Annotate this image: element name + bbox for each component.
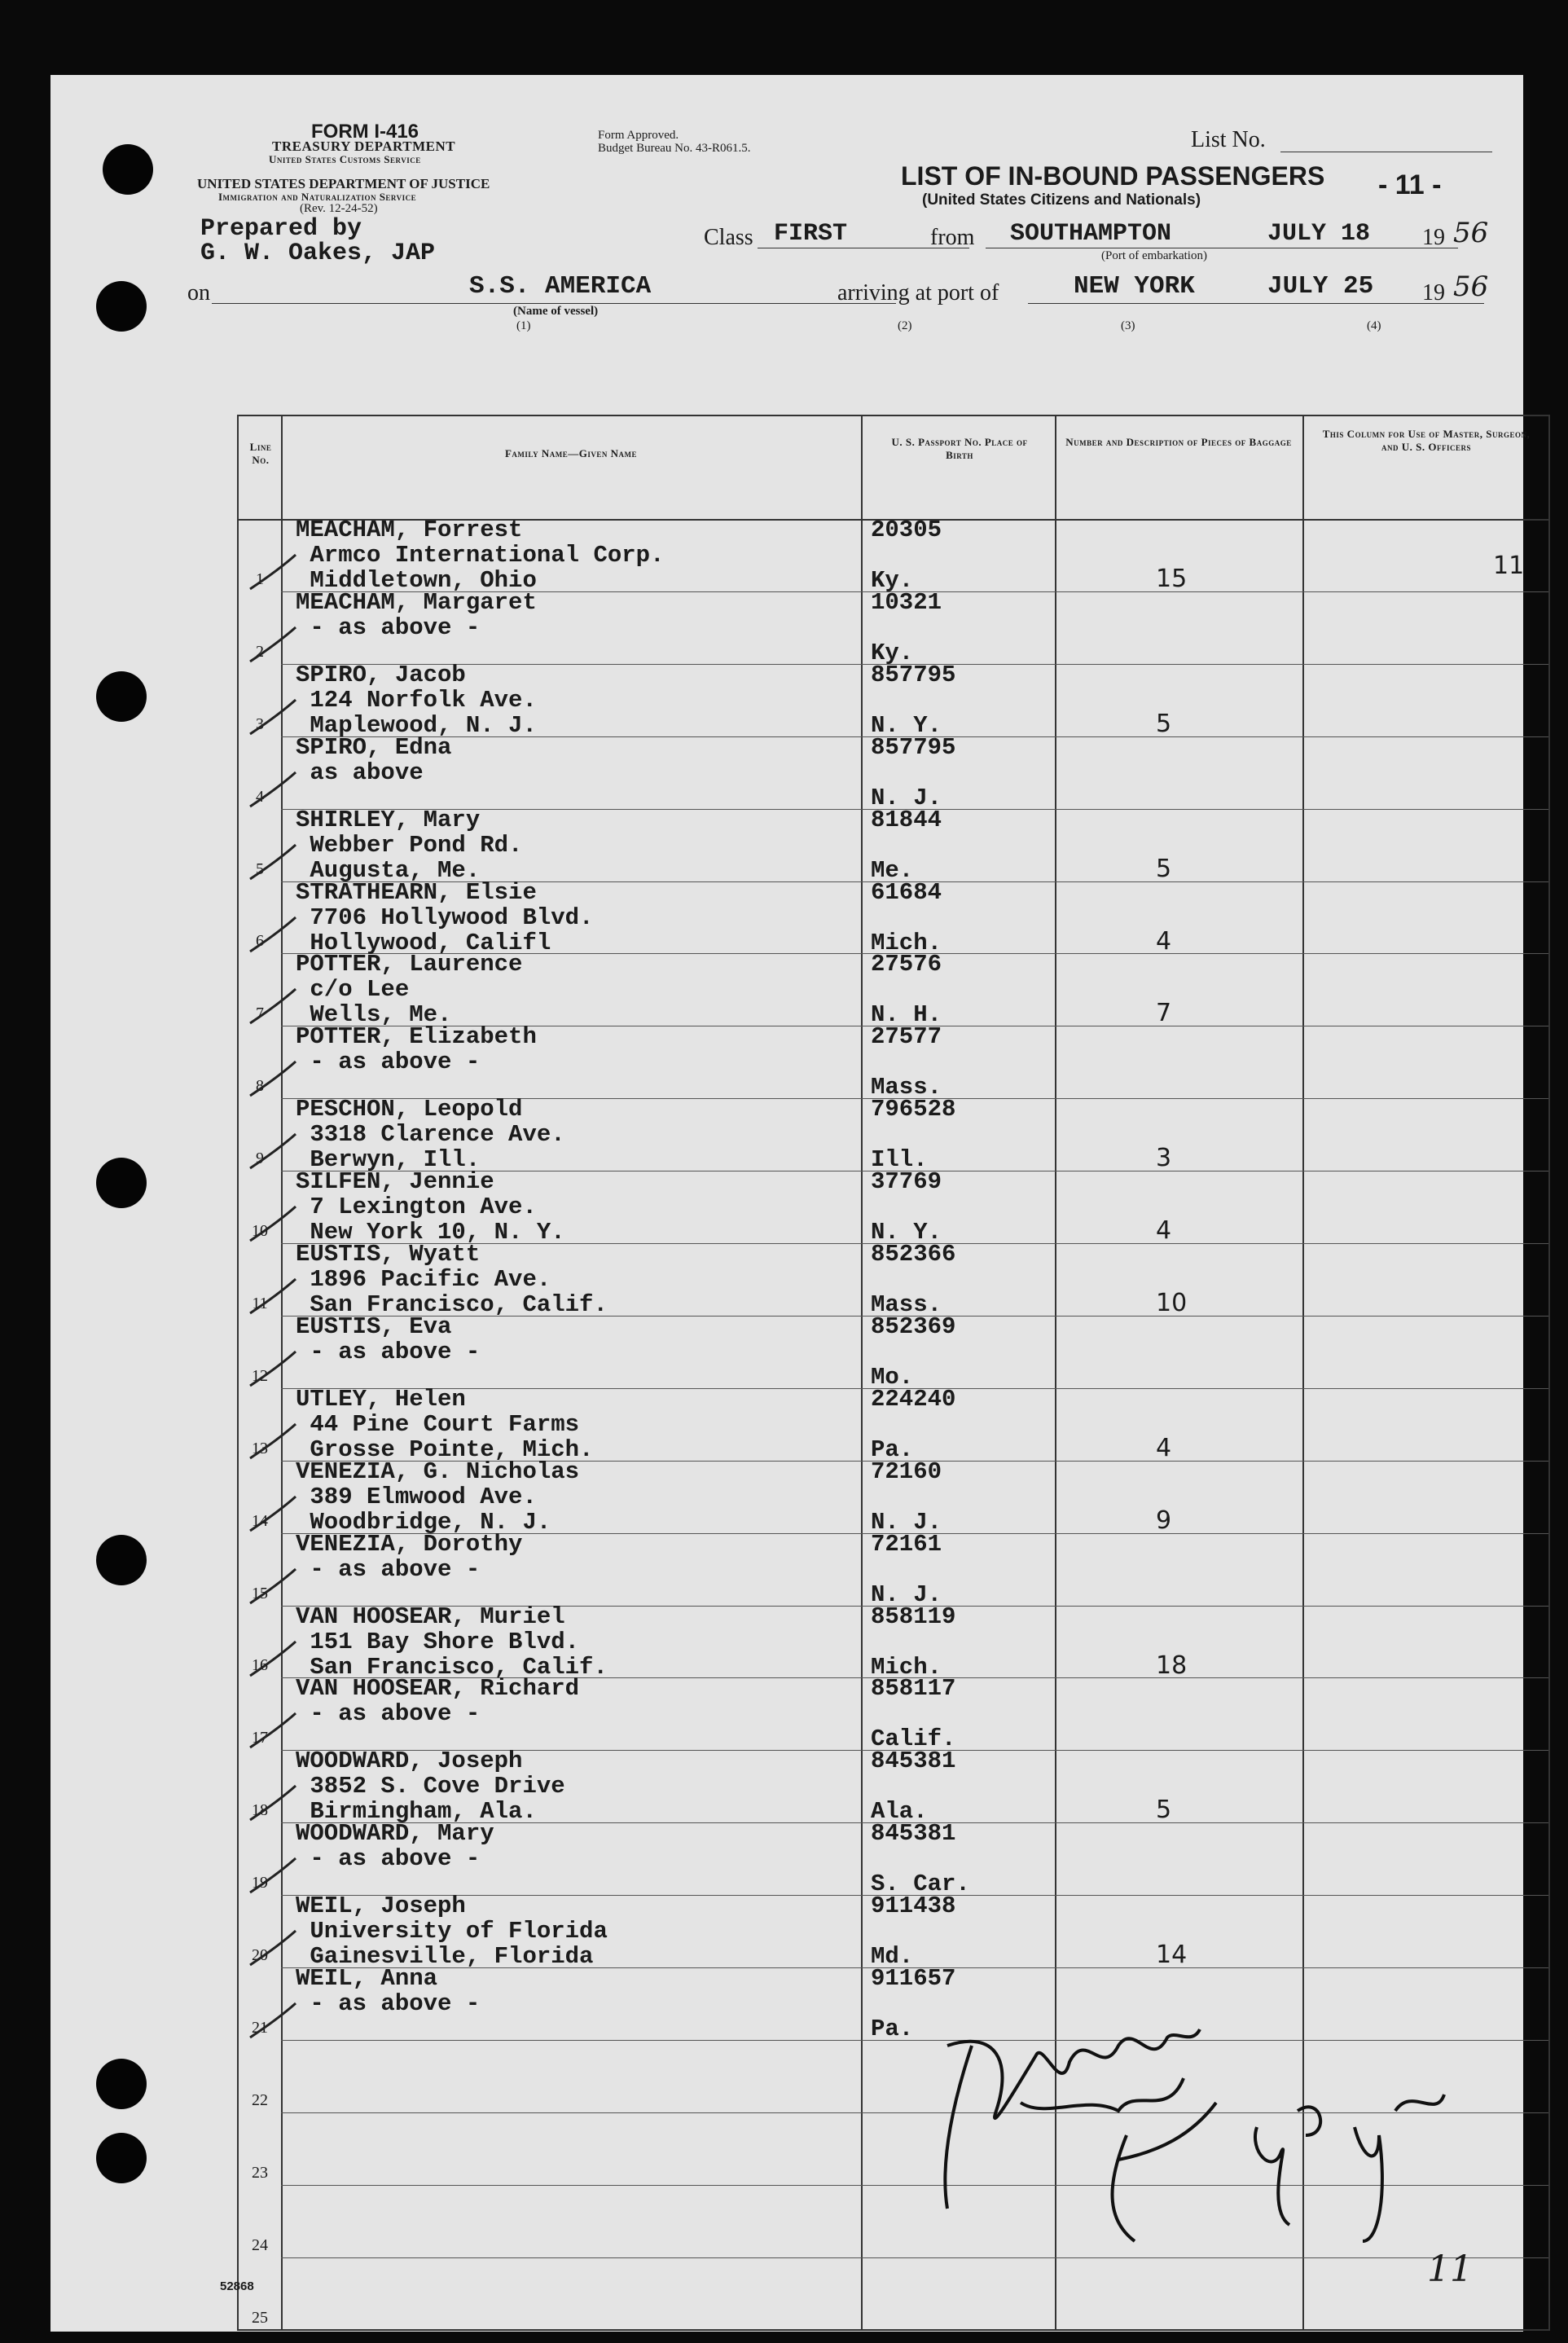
place-of-birth: Calif. bbox=[871, 1725, 956, 1753]
place-of-birth: N. J. bbox=[871, 784, 942, 811]
check-mark bbox=[248, 769, 297, 810]
year-prefix-2: 19 bbox=[1422, 280, 1445, 306]
line-number: 22 bbox=[252, 2090, 268, 2109]
on-label: on bbox=[187, 280, 210, 306]
passport-number: 81844 bbox=[871, 806, 942, 833]
passenger-name: WOODWARD, Joseph 3852 S. Cove Drive Birmingham, Ala. bbox=[296, 1747, 565, 1826]
line-number: 16 bbox=[252, 1656, 268, 1675]
line-number: 13 bbox=[252, 1439, 268, 1457]
punch-hole bbox=[96, 671, 147, 722]
passenger-name: MEACHAM, Forrest Armco International Corp. Middletown, Ohio bbox=[296, 517, 665, 594]
passport-number: 27576 bbox=[871, 951, 942, 978]
check-mark bbox=[248, 1203, 297, 1244]
form-rev: (Rev. 12-24-52) bbox=[300, 202, 378, 215]
prepared-label: Prepared by bbox=[200, 215, 362, 243]
manifest-sheet bbox=[51, 75, 1531, 2332]
passport-number: 858119 bbox=[871, 1602, 956, 1630]
from-label: from bbox=[930, 225, 975, 250]
line-number: 23 bbox=[252, 2163, 268, 2182]
place-of-birth: Ky. bbox=[871, 639, 914, 666]
vessel-name: S.S. AMERICA bbox=[469, 272, 652, 301]
place-of-birth: Pa. bbox=[871, 1435, 914, 1463]
passport-number: 911438 bbox=[871, 1892, 956, 1920]
check-mark bbox=[248, 1710, 297, 1751]
passenger-name: VAN HOOSEAR, Richard - as above - bbox=[296, 1675, 580, 1728]
passenger-name: VENEZIA, G. Nicholas 389 Elmwood Ave. Woodbridge, N. J. bbox=[296, 1457, 580, 1536]
passenger-name: POTTER, Elizabeth - as above - bbox=[296, 1023, 537, 1076]
passport-number: 37769 bbox=[871, 1168, 942, 1196]
year-prefix: 19 bbox=[1422, 225, 1445, 250]
col-marker-3: (3) bbox=[1121, 319, 1135, 332]
baggage-count: 3 bbox=[1156, 1144, 1172, 1173]
header-name: Family Name—Given Name bbox=[504, 447, 637, 459]
page-title: LIST OF IN-BOUND PASSENGERS bbox=[901, 161, 1325, 191]
check-mark bbox=[248, 1493, 297, 1534]
header-baggage: Number and Description of Pieces of Baggage bbox=[1065, 436, 1292, 448]
passport-number: 61684 bbox=[871, 878, 942, 906]
passport-number: 224240 bbox=[871, 1385, 956, 1413]
check-mark bbox=[248, 1928, 297, 1968]
form-id: FORM I-416 bbox=[311, 121, 419, 143]
embark-date: JULY 18 bbox=[1267, 220, 1371, 248]
form-customs: United States Customs Service bbox=[269, 153, 421, 165]
place-of-birth: N. J. bbox=[871, 1580, 942, 1608]
place-of-birth: Pa. bbox=[871, 2016, 914, 2042]
baggage-count: 15 bbox=[1156, 565, 1188, 593]
baggage-count: 9 bbox=[1156, 1506, 1172, 1535]
form-ins: Immigration and Naturalization Service bbox=[218, 191, 417, 203]
passenger-name: SHIRLEY, Mary Webber Pond Rd. Augusta, Me. bbox=[296, 806, 523, 884]
line-number: 18 bbox=[252, 1801, 268, 1820]
punch-hole bbox=[96, 2133, 147, 2183]
form-approval: Form Approved. bbox=[598, 129, 679, 142]
baggage-count: 4 bbox=[1156, 926, 1172, 956]
baggage-count: 5 bbox=[1156, 854, 1172, 883]
check-mark bbox=[248, 986, 297, 1026]
line-number: 19 bbox=[252, 1874, 268, 1892]
check-mark bbox=[248, 1421, 297, 1462]
place-of-birth: Mass. bbox=[871, 1074, 942, 1101]
passenger-name: WEIL, Joseph University of Florida Gainesville, Florida bbox=[296, 1892, 608, 1971]
col-marker-2: (2) bbox=[898, 319, 912, 332]
col-marker-1: (1) bbox=[516, 319, 531, 332]
passport-number: 27577 bbox=[871, 1023, 942, 1051]
officer-note: 11 bbox=[1493, 552, 1525, 580]
check-mark bbox=[248, 624, 297, 665]
place-of-birth: Mo. bbox=[871, 1363, 914, 1391]
line-number: 2 bbox=[256, 642, 264, 661]
punch-hole bbox=[96, 1535, 147, 1585]
baggage-count: 14 bbox=[1156, 1941, 1188, 1970]
punch-hole bbox=[96, 1158, 147, 1208]
punch-hole bbox=[96, 2059, 147, 2109]
place-of-birth: N. Y. bbox=[871, 1219, 942, 1246]
place-of-birth: S. Car. bbox=[871, 1870, 970, 1898]
place-of-birth: N. H. bbox=[871, 1001, 942, 1029]
place-of-birth: Mich. bbox=[871, 1653, 942, 1681]
prepared-name: G. W. Oakes, JAP bbox=[200, 240, 436, 267]
line-number: 8 bbox=[256, 1077, 264, 1096]
passenger-name: POTTER, Laurence c/o Lee Wells, Me. bbox=[296, 951, 523, 1029]
baggage-count: 7 bbox=[1156, 999, 1172, 1028]
vessel-line bbox=[212, 303, 896, 304]
punch-hole bbox=[96, 281, 147, 332]
check-mark bbox=[248, 1131, 297, 1172]
passenger-name: WEIL, Anna - as above - bbox=[296, 1965, 481, 2017]
place-of-birth: Md. bbox=[871, 1943, 914, 1971]
place-of-birth: Mich. bbox=[871, 929, 942, 956]
passenger-name: SPIRO, Edna as above bbox=[296, 733, 452, 786]
passenger-name: SPIRO, Jacob 124 Norfolk Ave. Maplewood, N. J. bbox=[296, 661, 537, 739]
line-number: 5 bbox=[256, 859, 264, 878]
header-officers: This Column for Use of Master, Surgeon, and U. S. Officers bbox=[1322, 428, 1531, 453]
line-number: 14 bbox=[252, 1511, 268, 1530]
port-line bbox=[1028, 303, 1484, 304]
passenger-name: SILFEN, Jennie 7 Lexington Ave. New York 10, N. Y. bbox=[296, 1168, 565, 1246]
place-of-birth: N. J. bbox=[871, 1508, 942, 1536]
line-number: 20 bbox=[252, 1946, 268, 1964]
passenger-name: STRATHEARN, Elsie 7706 Hollywood Blvd. Hollywood, Califl bbox=[296, 878, 594, 956]
baggage-count: 18 bbox=[1156, 1651, 1188, 1680]
passenger-name: EUSTIS, Eva - as above - bbox=[296, 1312, 481, 1365]
footer-code: 52868 bbox=[220, 2279, 254, 2293]
class-value: FIRST bbox=[774, 220, 848, 248]
line-number: 24 bbox=[252, 2235, 268, 2254]
baggage-count: 5 bbox=[1156, 709, 1172, 738]
passenger-name: UTLEY, Helen 44 Pine Court Farms Grosse Pointe, Mich. bbox=[296, 1385, 594, 1463]
arrive-date: JULY 25 bbox=[1267, 272, 1374, 301]
check-mark bbox=[248, 552, 297, 592]
form-justice: UNITED STATES DEPARTMENT OF JUSTICE bbox=[197, 176, 490, 191]
check-mark bbox=[248, 914, 297, 955]
check-mark bbox=[248, 1638, 297, 1679]
line-number: 7 bbox=[256, 1004, 264, 1023]
baggage-count: 10 bbox=[1156, 1289, 1188, 1317]
year-suffix: 56 bbox=[1453, 217, 1489, 249]
line-number: 25 bbox=[252, 2308, 268, 2327]
line-number: 9 bbox=[256, 1150, 264, 1168]
passenger-name: VENEZIA, Dorothy - as above - bbox=[296, 1530, 523, 1583]
punch-hole bbox=[103, 144, 153, 195]
check-mark bbox=[248, 1566, 297, 1607]
line-number: 1 bbox=[256, 569, 264, 588]
baggage-count: 4 bbox=[1156, 1216, 1172, 1246]
passenger-name: EUSTIS, Wyatt 1896 Pacific Ave. San Francisco, Calif. bbox=[296, 1241, 608, 1318]
place-of-birth: Ky. bbox=[871, 567, 914, 594]
corner-mark: 11 bbox=[1427, 2248, 1473, 2290]
line-number: 11 bbox=[252, 1294, 268, 1312]
passport-number: 911657 bbox=[871, 1965, 956, 1992]
place-of-birth: Ill. bbox=[871, 1146, 928, 1174]
check-mark bbox=[248, 1348, 297, 1389]
passport-number: 852369 bbox=[871, 1312, 956, 1340]
passport-number: 796528 bbox=[871, 1096, 956, 1123]
line-number: 3 bbox=[256, 714, 264, 733]
check-mark bbox=[248, 1276, 297, 1317]
passport-number: 845381 bbox=[871, 1747, 956, 1775]
check-mark bbox=[248, 842, 297, 882]
officer-signature bbox=[923, 1997, 1509, 2257]
place-of-birth: Mass. bbox=[871, 1291, 942, 1318]
arriving-label: arriving at port of bbox=[837, 280, 999, 306]
passport-number: 10321 bbox=[871, 588, 942, 616]
passport-number: 72160 bbox=[871, 1457, 942, 1485]
place-of-birth: N. Y. bbox=[871, 711, 942, 739]
baggage-count: 4 bbox=[1156, 1433, 1172, 1462]
check-mark bbox=[248, 1058, 297, 1099]
col-marker-4: (4) bbox=[1367, 319, 1381, 332]
line-number: 17 bbox=[252, 1729, 268, 1747]
check-mark bbox=[248, 2000, 297, 2041]
class-label: Class bbox=[704, 225, 753, 250]
page-mark: - 11 - bbox=[1378, 169, 1442, 200]
arrival-port: NEW YORK bbox=[1074, 272, 1195, 301]
header-passport: U. S. Passport No. Place of Birth bbox=[891, 436, 1028, 461]
form-budget: Budget Bureau No. 43-R061.5. bbox=[598, 142, 751, 155]
passenger-name: PESCHON, Leopold 3318 Clarence Ave. Berwyn, Ill. bbox=[296, 1096, 565, 1174]
passenger-name: MEACHAM, Margaret - as above - bbox=[296, 588, 537, 641]
line-number: 6 bbox=[256, 932, 264, 951]
passenger-name: WOODWARD, Mary - as above - bbox=[296, 1820, 494, 1873]
line-number: 21 bbox=[252, 2018, 268, 2037]
passport-number: 857795 bbox=[871, 733, 956, 761]
line-number: 4 bbox=[256, 787, 264, 806]
year-suffix-2: 56 bbox=[1453, 270, 1489, 303]
list-no-label: List No. bbox=[1191, 127, 1266, 152]
check-mark bbox=[248, 697, 297, 737]
check-mark bbox=[248, 1855, 297, 1896]
baggage-count: 5 bbox=[1156, 1796, 1172, 1825]
from-value: SOUTHAMPTON bbox=[1010, 220, 1172, 248]
header-line-no: Line No. bbox=[249, 441, 272, 466]
passport-number: 857795 bbox=[871, 661, 956, 688]
embark-note: (Port of embarkation) bbox=[1101, 249, 1207, 262]
place-of-birth: Ala. bbox=[871, 1798, 928, 1826]
page-subtitle: (United States Citizens and Nationals) bbox=[922, 191, 1201, 209]
passport-number: 845381 bbox=[871, 1820, 956, 1848]
manifest-table bbox=[237, 415, 1550, 2331]
line-number: 12 bbox=[252, 1366, 268, 1385]
passport-number: 72161 bbox=[871, 1530, 942, 1558]
place-of-birth: Me. bbox=[871, 856, 914, 884]
form-dept: TREASURY DEPARTMENT bbox=[272, 138, 456, 154]
vessel-note: (Name of vessel) bbox=[513, 305, 599, 318]
passport-number: 20305 bbox=[871, 517, 942, 543]
check-mark bbox=[248, 1783, 297, 1823]
passport-number: 858117 bbox=[871, 1675, 956, 1703]
line-number: 10 bbox=[252, 1222, 268, 1240]
line-number: 15 bbox=[252, 1584, 268, 1602]
passport-number: 852366 bbox=[871, 1241, 956, 1268]
passenger-name: VAN HOOSEAR, Muriel 151 Bay Shore Blvd. San Francisco, Calif. bbox=[296, 1602, 608, 1681]
